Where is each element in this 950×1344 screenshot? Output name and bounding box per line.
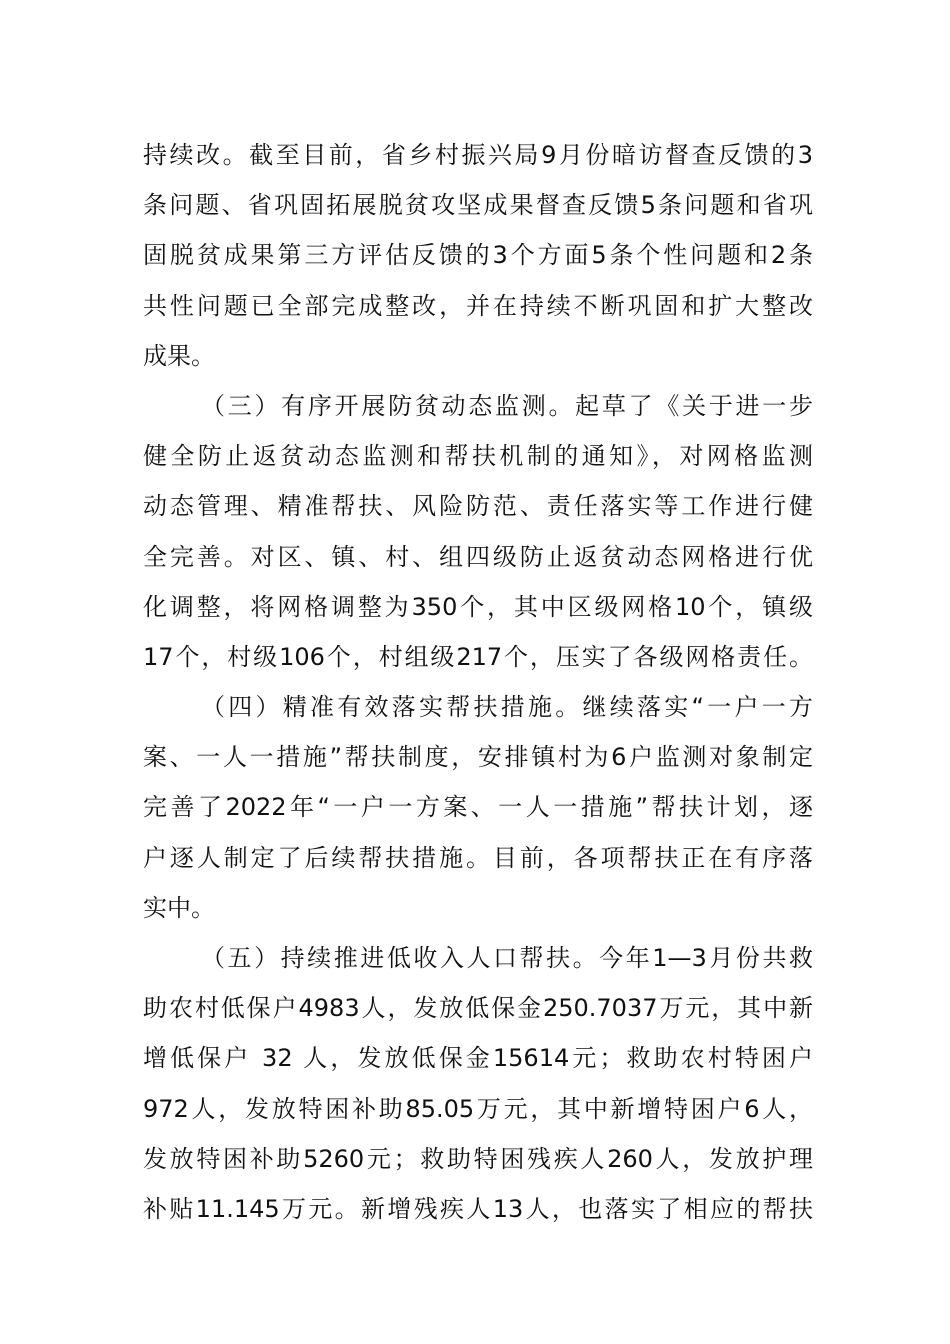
text-line: 助农村低保户4983人，发放低保金250.7037万元，其中新 [143, 994, 813, 1023]
text-line: 动态管理、精准帮扶、风险防范、责任落实等工作进行健 [143, 492, 813, 521]
paragraph-low-income-assistance [143, 933, 813, 1234]
text-line: （四）精准有效落实帮扶措施。继续落实“一户一方 [201, 693, 813, 722]
paragraph-dynamic-monitoring [143, 381, 813, 682]
text-line: 全完善。对区、镇、村、组四级防止返贫动态网格进行优 [143, 542, 813, 571]
text-line: 户逐人制定了后续帮扶措施。目前，各项帮扶正在有序落 [143, 843, 813, 872]
text-line: 健全防止返贫动态监测和帮扶机制的通知》，对网格监测 [143, 442, 813, 471]
text-line: 实中。 [143, 893, 215, 922]
text-line: （五）持续推进低收入人口帮扶。今年1—3月份共救 [201, 944, 813, 972]
text-line: （三）有序开展防贫动态监测。起草了《关于进一步 [201, 391, 813, 420]
text-line: 条问题、省巩固拓展脱贫攻坚成果督查反馈5条问题和省巩 [143, 191, 813, 220]
text-line: 补贴11.145万元。新增残疾人13人，也落实了相应的帮扶 [143, 1194, 813, 1223]
paragraph-supervision-rectification [143, 130, 813, 381]
text-line: 固脱贫成果第三方评估反馈的3个方面5条个性问题和2条 [143, 241, 813, 270]
text-line: 17个，村级106个，村组级217个，压实了各级网格责任。 [143, 642, 813, 671]
text-line: 成果。 [143, 341, 215, 370]
text-line: 发放特困补助5260元；救助特困残疾人260人，发放护理 [143, 1144, 813, 1173]
text-line: 972人，发放特困补助85.05万元，其中新增特困户6人， [143, 1094, 813, 1123]
text-line: 化调整，将网格调整为350个，其中区级网格10个，镇级 [143, 592, 813, 621]
paragraph-assistance-measures [143, 682, 813, 933]
text-line: 持续改。截至目前，省乡村振兴局9月份暗访督查反馈的3 [143, 141, 813, 169]
document-body [143, 130, 813, 1234]
text-line: 完善了2022年“一户一方案、一人一措施”帮扶计划，逐 [143, 793, 813, 822]
text-line: 增低保户 32 人，发放低保金15614元；救助农村特困户 [143, 1044, 813, 1073]
text-line: 共性问题已全部完成整改，并在持续不断巩固和扩大整改 [143, 291, 813, 320]
text-line: 案、一人一措施”帮扶制度，安排镇村为6户监测对象制定 [143, 743, 813, 772]
